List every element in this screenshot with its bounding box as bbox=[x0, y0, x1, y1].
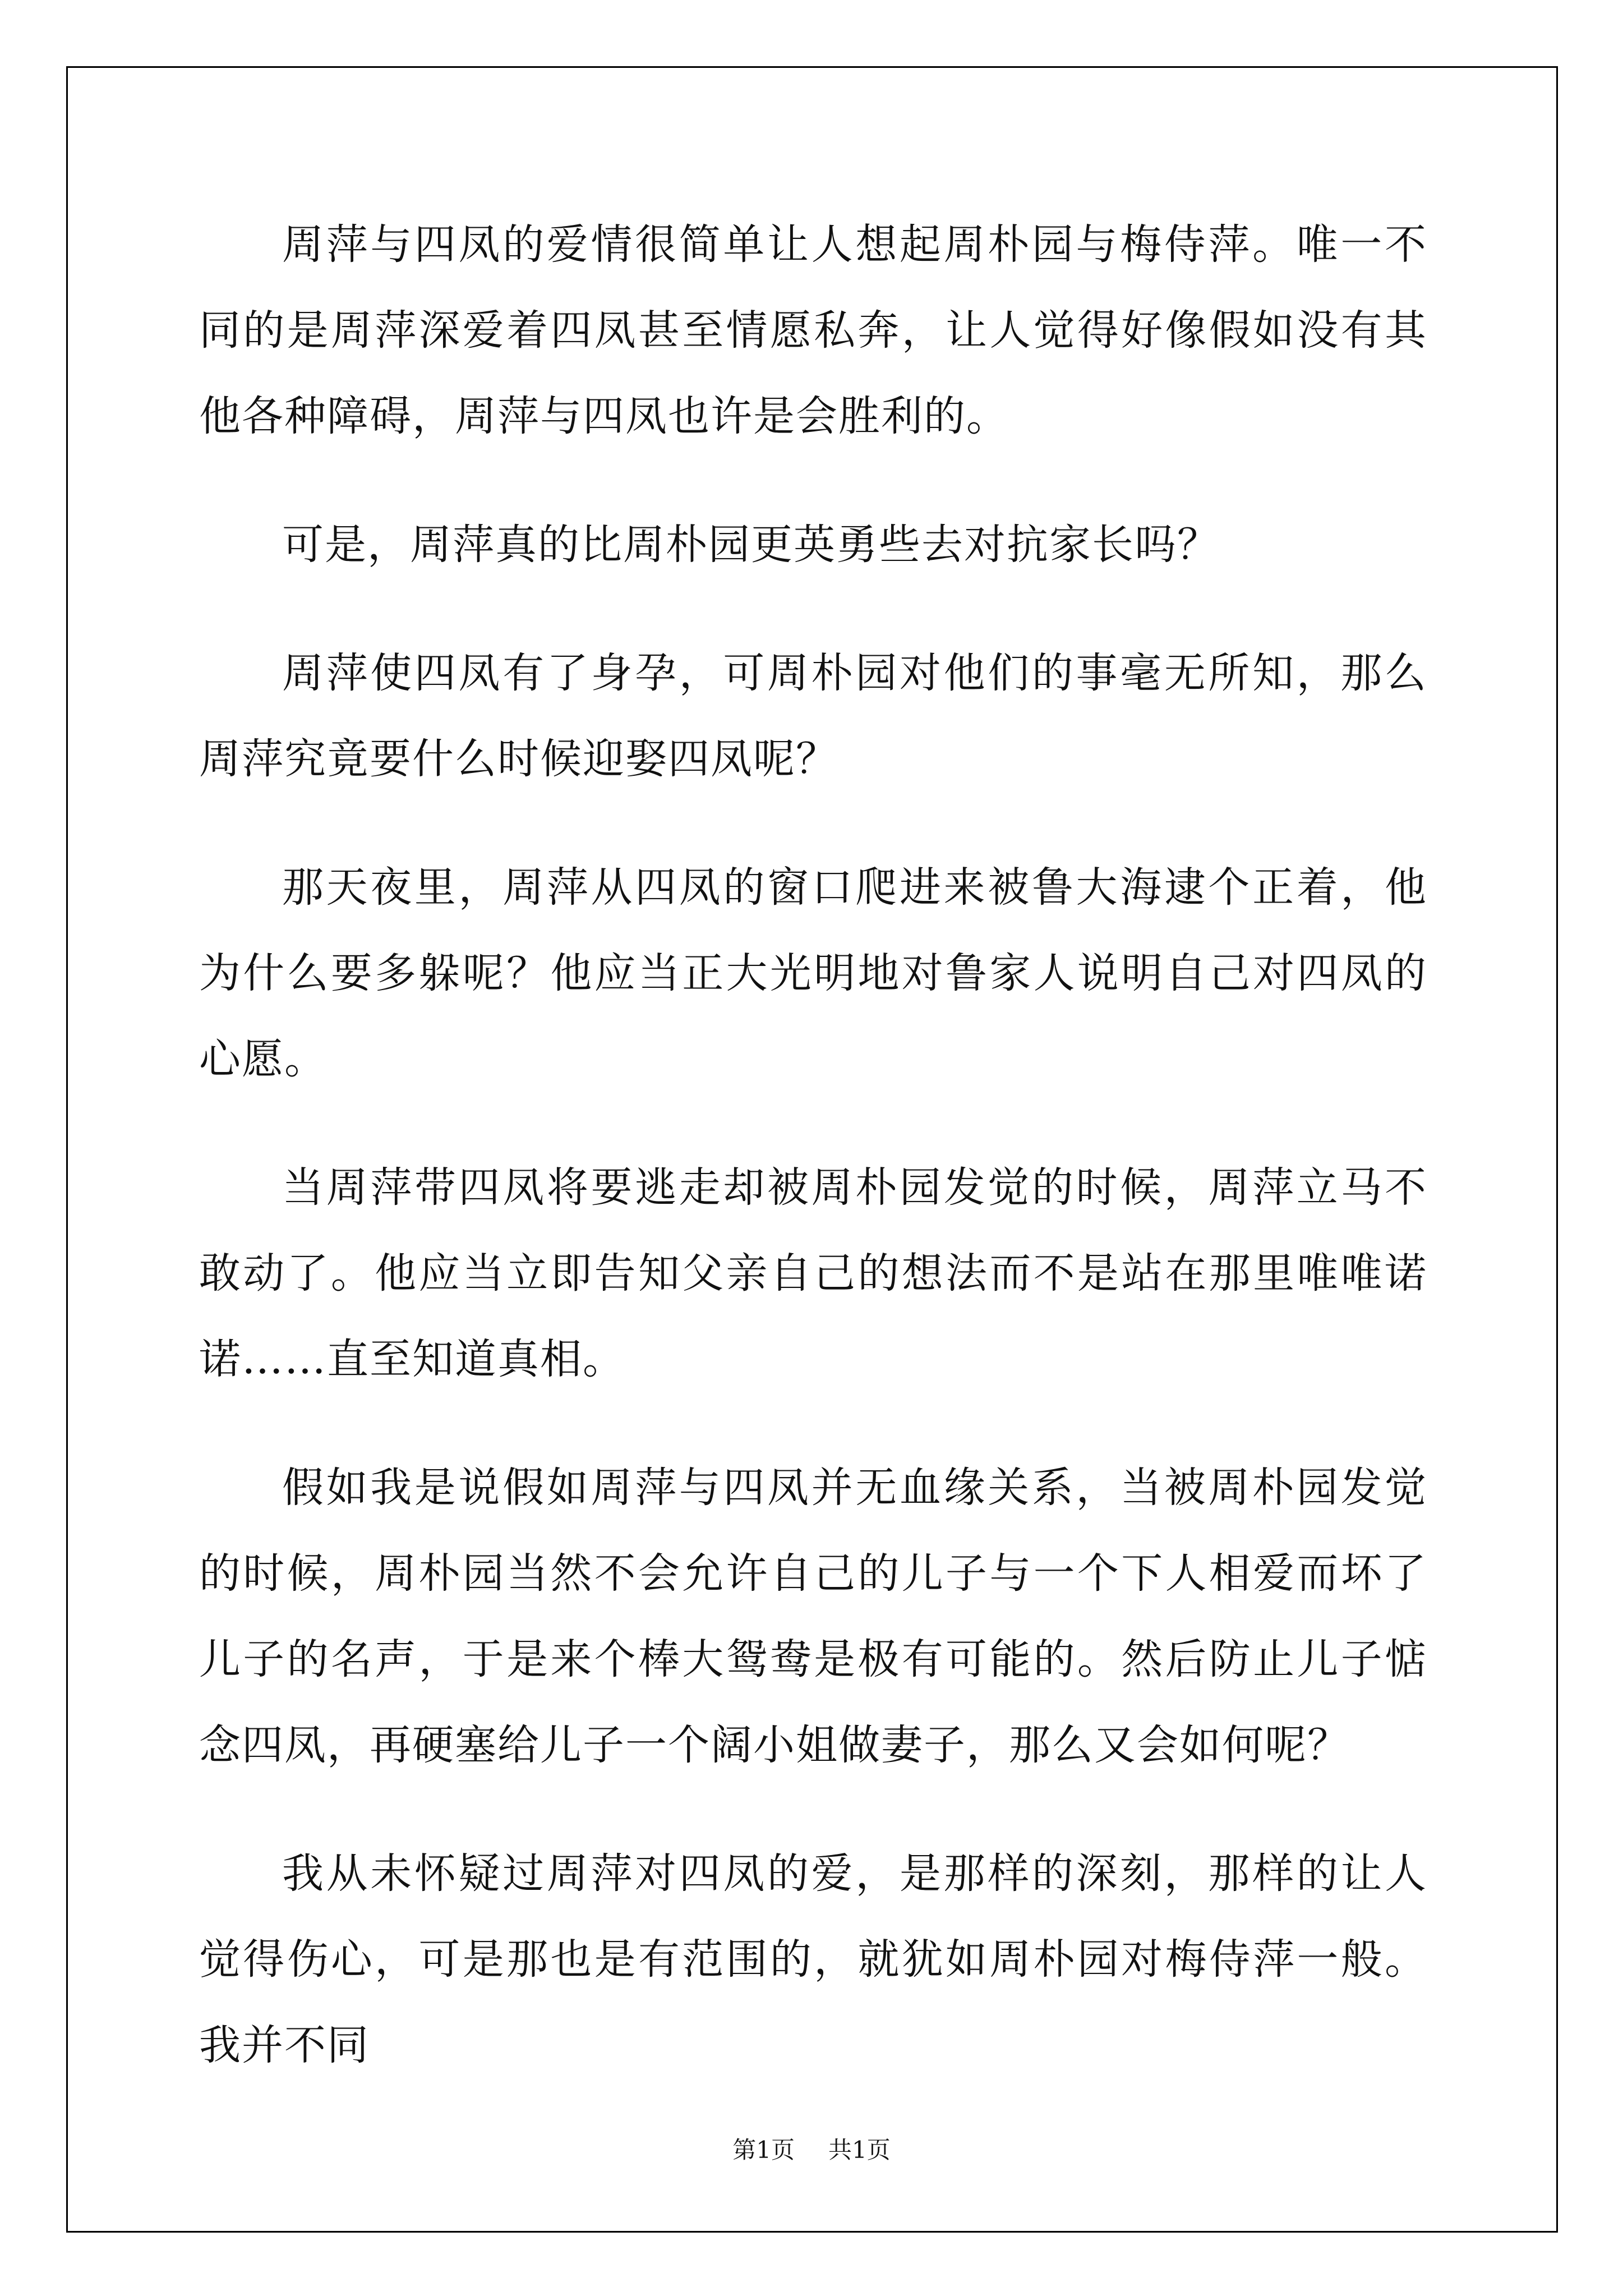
paragraph: 那天夜里，周萍从四凤的窗口爬进来被鲁大海逮个正着，他为什么要多躲呢？他应当正大光明地对鲁家人说明自己对四凤的心愿。 bbox=[199, 863, 1427, 1083]
paragraph: 周萍与四凤的爱情很简单让人想起周朴园与梅侍萍。唯一不同的是周萍深爱着四凤甚至情愿私奔，让人觉得好像假如没有其他各种障碍，周萍与四凤也许是会胜利的。 bbox=[199, 220, 1427, 440]
paragraph: 我从未怀疑过周萍对四凤的爱，是那样的深刻，那样的让人觉得伤心，可是那也是有范围的，就犹如周朴园对梅侍萍一般。我并不同 bbox=[199, 1849, 1427, 2069]
paragraph: 周萍使四凤有了身孕，可周朴园对他们的事毫无所知，那么周萍究竟要什么时候迎娶四凤呢？ bbox=[199, 649, 1427, 783]
paragraph: 当周萍带四凤将要逃走却被周朴园发觉的时候，周萍立马不敢动了。他应当立即告知父亲自己的想法而不是站在那里唯唯诺诺……直至知道真相。 bbox=[199, 1163, 1427, 1383]
page-footer bbox=[0, 2132, 1623, 2165]
paragraph: 假如我是说假如周萍与四凤并无血缘关系，当被周朴园发觉的时候，周朴园当然不会允许自己的儿子与一个下人相爱而坏了儿子的名声，于是来个棒大鸳鸯是极有可能的。然后防止儿子惦念四凤，再硬塞给儿子一个阔小姐做妻子，那么又会如何呢？ bbox=[199, 1464, 1427, 1769]
document-body bbox=[199, 202, 1427, 2131]
page-total: 共1页 bbox=[828, 2136, 891, 2164]
page-number: 第1页 bbox=[732, 2136, 795, 2164]
paragraph: 可是，周萍真的比周朴园更英勇些去对抗家长吗？ bbox=[282, 521, 1220, 569]
